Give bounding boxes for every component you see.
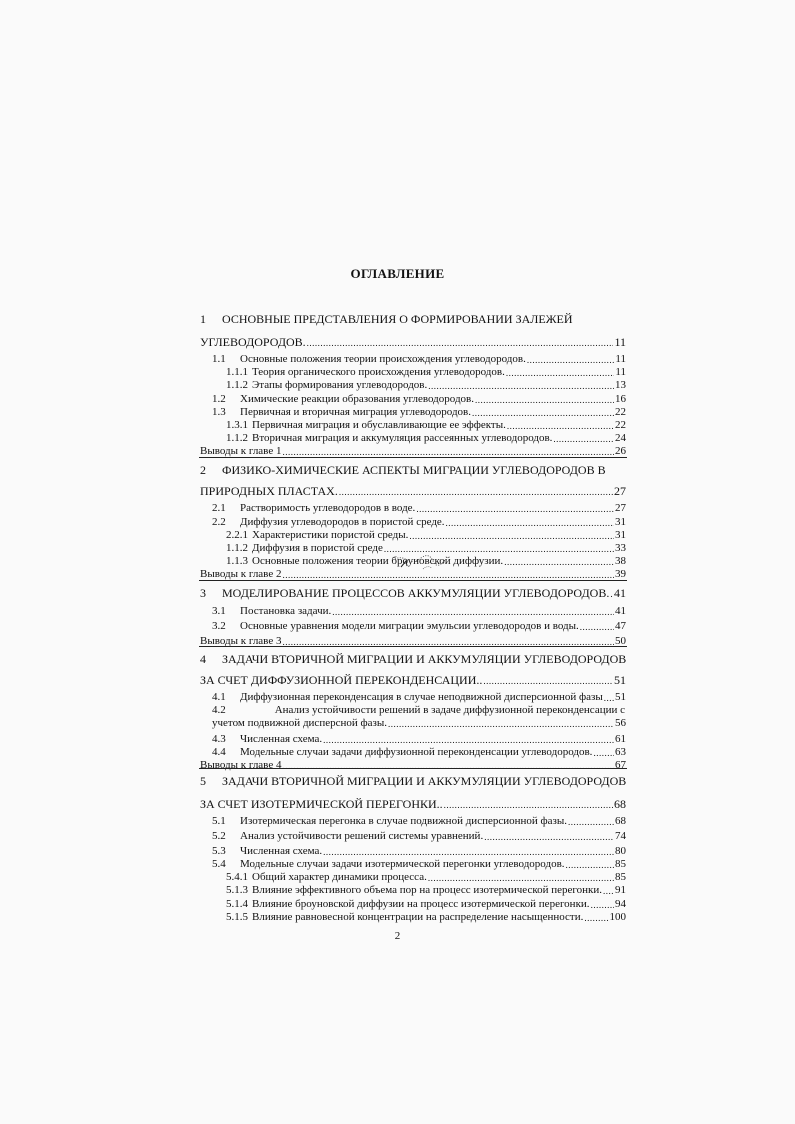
dot-leader <box>475 395 614 406</box>
toc-page-number: 100 <box>609 911 626 923</box>
dot-leader <box>388 719 614 730</box>
toc-entry-number: 4.4 <box>212 746 226 758</box>
toc-entry <box>212 845 626 858</box>
toc-page-number: 47 <box>615 620 626 632</box>
toc-entry-title: Основные уравнения модели миграции эмульсии углеводородов и воды. <box>240 620 579 632</box>
toc-chapter-heading <box>200 312 572 326</box>
toc-chapter-number: 1 <box>200 312 206 326</box>
toc-entry-number: 1.3.1 <box>226 419 248 431</box>
toc-entry-number: 3.2 <box>212 620 226 632</box>
dot-leader <box>507 421 614 432</box>
toc-chapter-number: 2 <box>200 463 206 477</box>
toc-entry <box>212 605 626 618</box>
toc-entry-title: Постановка задачи. <box>240 605 332 617</box>
toc-page-number: 41 <box>614 586 626 600</box>
toc-page-number: 31 <box>615 516 626 528</box>
toc-entry <box>212 815 626 828</box>
toc-entry-number: 1.1.2 <box>226 542 248 554</box>
toc-entry <box>212 858 626 871</box>
dot-leader <box>282 761 614 772</box>
toc-entry <box>212 733 626 746</box>
toc-entry <box>212 717 626 730</box>
toc-entry <box>200 759 626 772</box>
toc-chapter-heading <box>200 774 626 788</box>
dot-leader <box>593 748 614 759</box>
toc-entry-title: Влияние броуновской диффузии на процесс изотермической перегонки. <box>252 898 590 910</box>
toc-entry <box>226 542 626 555</box>
dot-leader <box>610 589 613 600</box>
toc-page-number: 56 <box>615 717 626 729</box>
dot-leader <box>580 622 614 633</box>
toc-entry <box>212 353 626 366</box>
toc-entry-number: 1.1.3 <box>226 555 248 567</box>
toc-entry-number: 4.1 <box>212 691 226 703</box>
toc-page-number: 94 <box>615 898 626 910</box>
toc-entry-title: Выводы к главе 4 <box>200 759 282 771</box>
toc-entry-number: 5.4.1 <box>226 871 248 883</box>
toc-entry-number: 1.1 <box>212 353 226 365</box>
toc-entry-title: Первичная и вторичная миграция углеводородов. <box>240 406 472 418</box>
toc-entry <box>226 871 626 884</box>
toc-entry <box>212 406 626 419</box>
toc-entry-number: 1.1.2 <box>226 379 248 391</box>
toc-entry-title: Анализ устойчивости решений в задаче диффузионной переконденсации с <box>274 704 625 716</box>
toc-page-number: 85 <box>615 858 626 870</box>
dot-leader <box>323 735 614 746</box>
toc-entry-title: Этапы формирования углеводородов. <box>252 379 428 391</box>
toc-entry-title: Основные положения теории броуновской диффузии. <box>252 555 504 567</box>
separator-line <box>199 768 627 769</box>
toc-page-number: 38 <box>615 555 626 567</box>
toc-entry-number: 5.4 <box>212 858 226 870</box>
dot-leader <box>332 607 614 618</box>
toc-entry-title: Анализ устойчивости решений системы уравнений. <box>240 830 484 842</box>
toc-entry-title: Модельные случаи задачи изотермической перегонки углеводородов. <box>240 858 565 870</box>
toc-page-number: 27 <box>614 484 626 498</box>
toc-page-number: 68 <box>614 797 626 811</box>
toc-entry <box>212 516 626 529</box>
toc-entry-title: Теория органического происхождения углеводородов. <box>252 366 505 378</box>
toc-entry-number: 2.2 <box>212 516 226 528</box>
toc-page-number: 91 <box>615 884 626 896</box>
toc-entry <box>226 529 626 542</box>
toc-chapter-title: ЗАДАЧИ ВТОРИЧНОЙ МИГРАЦИИ И АККУМУЛЯЦИИ УГЛЕВОДОРОДОВ <box>222 774 627 788</box>
toc-entry-number: 1.1.1 <box>226 366 248 378</box>
toc-page-number: 22 <box>615 406 626 418</box>
dot-leader <box>428 381 614 392</box>
dot-leader <box>446 518 614 529</box>
dot-leader <box>323 847 614 858</box>
toc-chapter-title: ФИЗИКО-ХИМИЧЕСКИЕ АСПЕКТЫ МИГРАЦИИ УГЛЕВОДОРОДОВ В <box>222 463 606 477</box>
toc-entry-title: Первичная миграция и обуславливающие ее эффекты. <box>252 419 506 431</box>
toc-entry-number: 5.3 <box>212 845 226 857</box>
toc-entry-number: 5.1.4 <box>226 898 248 910</box>
toc-entry <box>212 691 626 704</box>
dot-leader <box>604 693 614 704</box>
toc-entry <box>212 830 626 843</box>
toc-entry-title: Диффузионная переконденсация в случае неподвижной дисперсионной фазы <box>240 691 603 703</box>
dot-leader <box>339 487 613 498</box>
toc-entry-number: 1.2 <box>212 393 226 405</box>
separator-line <box>199 580 627 581</box>
toc-page-number: 24 <box>615 432 626 444</box>
dot-leader <box>584 913 608 924</box>
toc-entry-title: Выводы к главе 3 <box>200 635 282 647</box>
toc-entry-number: 5.2 <box>212 830 226 842</box>
toc-page-number: 31 <box>615 529 626 541</box>
toc-entry-number: 1.1.2 <box>226 432 248 444</box>
toc-chapter-number: 5 <box>200 774 206 788</box>
dot-leader <box>483 676 613 687</box>
toc-entry-number: 1.3 <box>212 406 226 418</box>
dot-leader <box>591 900 614 911</box>
toc-entry-title: Химические реакции образования углеводородов. <box>240 393 474 405</box>
toc-page-number: 61 <box>615 733 626 745</box>
toc-entry-title: ЗА СЧЕТ ДИФФУЗИОННОЙ ПЕРЕКОНДЕНСАЦИИ.. <box>200 673 483 687</box>
toc-entry-title: ПРИРОДНЫХ ПЛАСТАХ. <box>200 484 338 498</box>
toc-page-number: 22 <box>615 419 626 431</box>
toc-entry-number: 2.1 <box>212 502 226 514</box>
toc-page-number: 33 <box>615 542 626 554</box>
toc-page-number: 27 <box>615 502 626 514</box>
toc-chapter-heading <box>200 463 606 477</box>
dot-leader <box>409 531 614 542</box>
toc-chapter-number: 4 <box>200 652 206 666</box>
toc-entry-title: Общий характер динамики процесса. <box>252 871 427 883</box>
toc-entry-title: УГЛЕВОДОРОДОВ. <box>200 335 306 349</box>
toc-entry-number: 5.1.3 <box>226 884 248 896</box>
toc-title: ОГЛАВЛЕНИЕ <box>350 266 445 281</box>
toc-entry-title: учетом подвижной дисперсной фазы. <box>212 717 387 729</box>
dot-leader <box>472 408 614 419</box>
toc-page-number: 74 <box>615 830 626 842</box>
toc-entry-title: Диффузия в пористой среде <box>252 542 383 554</box>
toc-entry-number: 4.3 <box>212 733 226 745</box>
toc-entry-title: Влияние равновесной концентрации на распределение насыщенности. <box>252 911 584 923</box>
toc-entry <box>226 366 626 379</box>
toc-entry-number: 3.1 <box>212 605 226 617</box>
dot-leader <box>568 817 614 828</box>
toc-entry-number: 5.1 <box>212 815 226 827</box>
dot-leader <box>484 832 614 843</box>
toc-page-number: 68 <box>615 815 626 827</box>
dot-leader <box>527 355 615 366</box>
ink-smudge <box>393 555 448 571</box>
dot-leader <box>506 368 615 379</box>
page-number: 2 <box>394 930 401 942</box>
toc-page-number: 11 <box>615 353 626 365</box>
separator-line <box>199 457 627 458</box>
toc-entry <box>212 502 626 515</box>
toc-entry-title: Изотермическая перегонка в случае подвижной дисперсионной фазы. <box>240 815 568 827</box>
toc-entry-title: Выводы к главе 2 <box>200 568 282 580</box>
separator-line <box>199 646 627 647</box>
toc-entry <box>226 432 626 445</box>
dot-leader <box>444 800 613 811</box>
toc-entry-line <box>212 704 625 717</box>
toc-page-number: 13 <box>615 379 626 391</box>
toc-page-number: 85 <box>615 871 626 883</box>
toc-chapter-title: ОСНОВНЫЕ ПРЕДСТАВЛЕНИЯ О ФОРМИРОВАНИИ ЗАЛЕЖЕЙ <box>222 312 573 326</box>
dot-leader <box>416 504 614 515</box>
toc-page-number: 39 <box>615 568 626 580</box>
toc-entry-title: Характеристики пористой среды. <box>252 529 409 541</box>
toc-entry <box>200 484 626 498</box>
toc-entry-title: Вторичная миграция и аккумуляция рассеянных углеводородов. <box>252 432 553 444</box>
toc-entry-number: 3 <box>200 586 206 600</box>
dot-leader <box>553 434 614 445</box>
toc-entry-title: Выводы к главе 1 <box>200 445 282 457</box>
toc-entry <box>226 911 626 924</box>
dot-leader <box>384 544 614 555</box>
toc-entry <box>200 673 626 687</box>
toc-entry-title: ЗА СЧЕТ ИЗОТЕРМИЧЕСКОЙ ПЕРЕГОНКИ.. <box>200 797 443 811</box>
toc-page-number: 50 <box>615 635 626 647</box>
toc-entry-title: Диффузия углеводородов в пористой среде. <box>240 516 445 528</box>
toc-entry-title: Численная схема. <box>240 845 323 857</box>
toc-entry <box>226 379 626 392</box>
toc-entry-title: МОДЕЛИРОВАНИЕ ПРОЦЕССОВ АККУМУЛЯЦИИ УГЛЕВОДОРОДОВ. <box>222 586 610 600</box>
toc-page-number: 26 <box>615 445 626 457</box>
toc-page-number: 41 <box>615 605 626 617</box>
toc-entry <box>200 335 626 349</box>
toc-entry-number: 4.2 <box>212 704 226 716</box>
toc-entry <box>212 393 626 406</box>
toc-page-number: 63 <box>615 746 626 758</box>
toc-chapter-heading <box>200 652 626 666</box>
toc-entry <box>212 620 626 633</box>
toc-page-number: 51 <box>615 691 626 703</box>
toc-entry-title: Модельные случаи задачи диффузионной переконденсации углеводородов. <box>240 746 593 758</box>
toc-chapter-title: ЗАДАЧИ ВТОРИЧНОЙ МИГРАЦИИ И АККУМУЛЯЦИИ УГЛЕВОДОРОДОВ <box>222 652 627 666</box>
toc-page-number: 11 <box>615 366 626 378</box>
toc-page-number: 11 <box>614 335 626 349</box>
toc-entry <box>200 797 626 811</box>
toc-entry-number: 5.1.5 <box>226 911 248 923</box>
toc-entry-title: Растворимость углеводородов в воде. <box>240 502 416 514</box>
toc-page-number: 16 <box>615 393 626 405</box>
toc-entry-title: Основные положения теории происхождения углеводородов. <box>240 353 526 365</box>
toc-page-number: 51 <box>614 673 626 687</box>
toc-entry-number: 2.2.1 <box>226 529 248 541</box>
toc-entry <box>226 898 626 911</box>
dot-leader <box>603 886 614 897</box>
toc-entry-title: Численная схема. <box>240 733 323 745</box>
toc-entry <box>200 586 626 600</box>
toc-entry <box>212 746 626 759</box>
dot-leader <box>504 557 614 568</box>
toc-page-number: 67 <box>615 759 626 771</box>
toc-page-number: 80 <box>615 845 626 857</box>
dot-leader <box>566 860 614 871</box>
toc-entry <box>226 419 626 432</box>
dot-leader <box>307 338 614 349</box>
toc-entry-title: Влияние эффективного объема пор на процесс изотермической перегонки. <box>252 884 603 896</box>
toc-entry <box>226 884 626 897</box>
dot-leader <box>428 873 614 884</box>
